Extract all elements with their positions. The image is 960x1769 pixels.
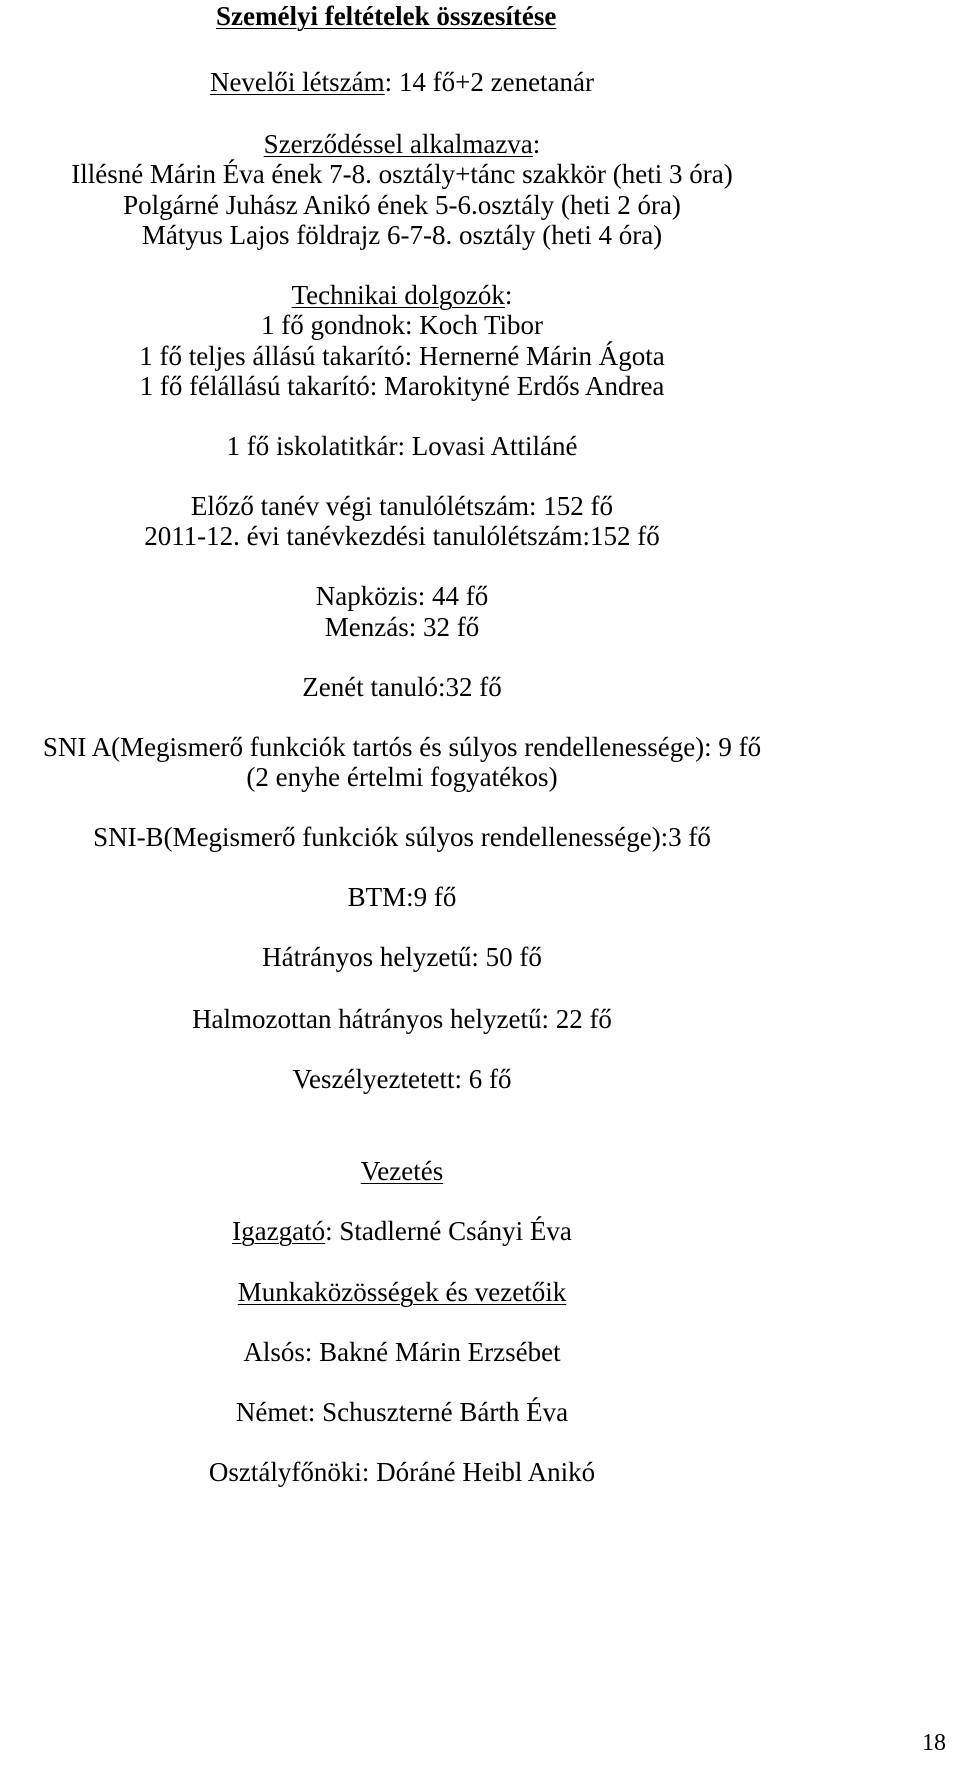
technical-heading-colon: :	[504, 280, 513, 310]
principal-line	[0, 1215, 804, 1247]
contract-heading-colon: :	[532, 129, 541, 159]
sni-b-line: SNI-B(Megismerő funkciók súlyos rendellenessége):3 fő	[93, 822, 711, 852]
technical-heading-label: Technikai dolgozók	[291, 280, 505, 310]
secretary-line: 1 fő iskolatitkár: Lovasi Attiláné	[226, 431, 578, 461]
technical-line: 1 fő teljes állású takarító: Hernerné Márin Ágota	[139, 341, 665, 371]
prev-year-students: Előző tanév végi tanulólétszám: 152 fő	[190, 491, 614, 521]
management-heading	[0, 1155, 804, 1187]
management-heading-label: Vezetés	[360, 1156, 444, 1186]
canteen-count: Menzás: 32 fő	[324, 612, 480, 642]
teacher-count-label: Nevelői létszám	[209, 67, 385, 97]
music-count: Zenét tanuló:32 fő	[302, 672, 502, 702]
contract-line: Illésné Márin Éva ének 7-8. osztály+tánc szakkör (heti 3 óra)	[71, 159, 733, 189]
contract-heading-label: Szerződéssel alkalmazva	[263, 129, 533, 159]
principal-value: : Stadlerné Csányi Éva	[325, 1216, 572, 1246]
btm-line: BTM:9 fő	[347, 882, 457, 912]
this-year-students: 2011-12. évi tanévkezdési tanulólétszám:152 fő	[144, 521, 660, 551]
daycare-count: Napközis: 44 fő	[315, 581, 489, 611]
team-leader-line: Alsós: Bakné Márin Erzsébet	[243, 1337, 561, 1367]
page-title: Személyi feltételek összesítése	[216, 1, 557, 31]
page-number: 18	[922, 1730, 946, 1756]
contract-line: Polgárné Juhász Anikó ének 5-6.osztály (heti 2 óra)	[123, 190, 681, 220]
multi-disadvantaged-line: Halmozottan hátrányos helyzetű: 22 fő	[192, 1004, 612, 1034]
contract-heading	[0, 128, 804, 160]
teacher-count-value: : 14 fő+2 zenetanár	[384, 67, 595, 97]
team-leader-line: Német: Schuszterné Bárth Éva	[235, 1397, 569, 1427]
technical-line: 1 fő félállású takarító: Marokityné Erdős Andrea	[139, 371, 665, 401]
contract-line: Mátyus Lajos földrajz 6-7-8. osztály (heti 4 óra)	[141, 220, 663, 250]
teams-heading-label: Munkaközösségek és vezetőik	[237, 1277, 567, 1307]
technical-line: 1 fő gondnok: Koch Tibor	[260, 310, 544, 340]
disadvantaged-line: Hátrányos helyzetű: 50 fő	[262, 942, 542, 972]
principal-label: Igazgató	[232, 1216, 326, 1246]
team-leader-line: Osztályfőnöki: Dóráné Heibl Anikó	[208, 1457, 596, 1487]
teams-heading	[0, 1276, 804, 1308]
endangered-line: Veszélyeztetett: 6 fő	[292, 1064, 512, 1094]
teacher-count	[0, 66, 804, 98]
technical-heading	[0, 279, 804, 311]
sni-a-note: (2 enyhe értelmi fogyatékos)	[246, 762, 558, 792]
sni-a-line: SNI A(Megismerő funkciók tartós és súlyos rendellenessége): 9 fő	[42, 732, 762, 762]
